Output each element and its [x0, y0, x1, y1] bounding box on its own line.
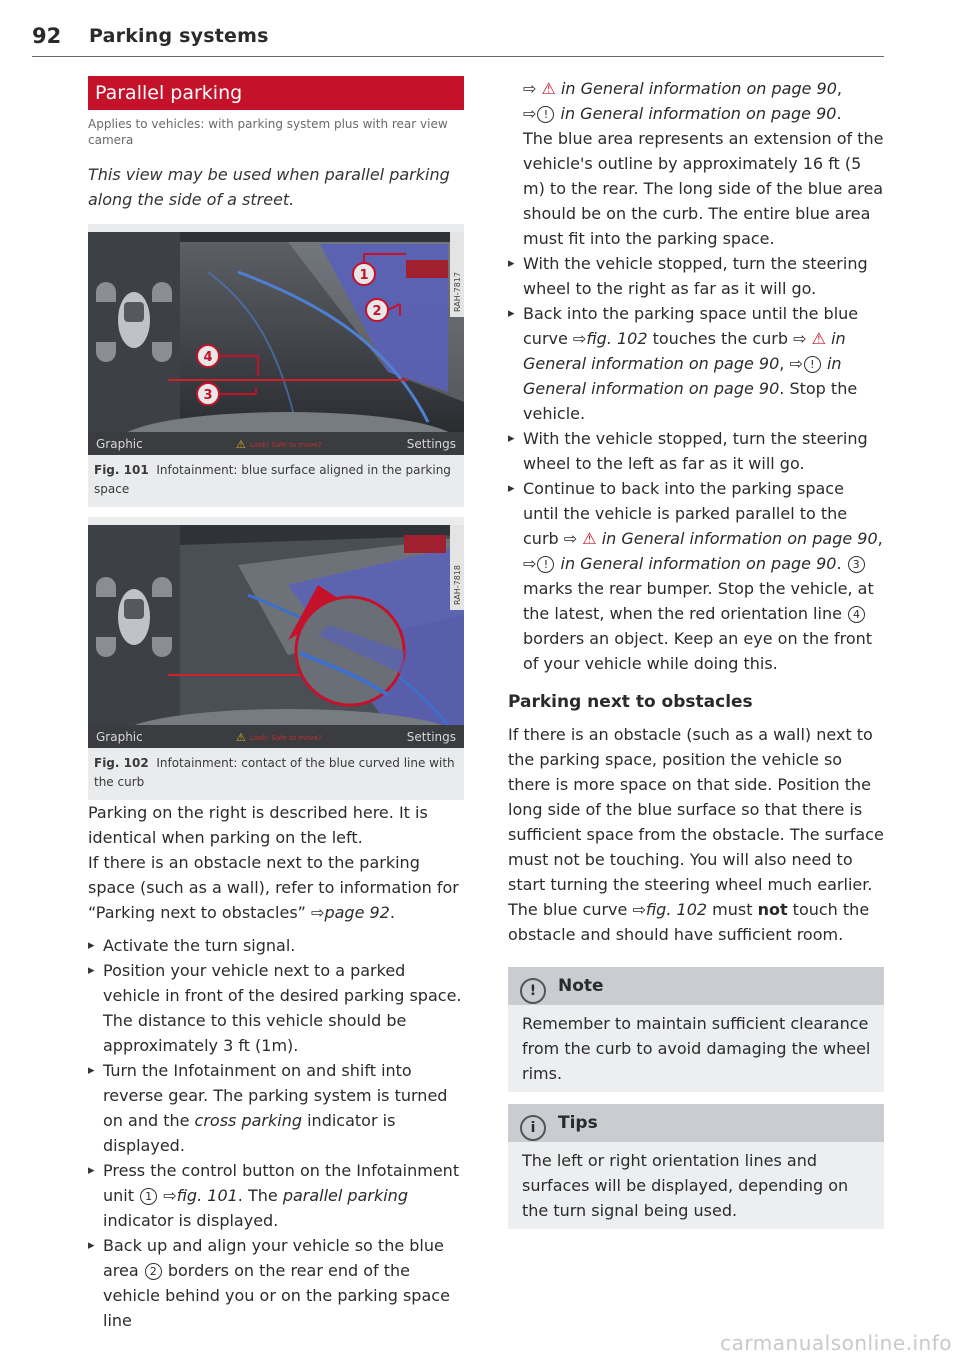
caution-icon: !: [804, 356, 821, 373]
list-item: ▸ Back up and align your vehicle so the blue area 2 borders on the rear end of the vehicle behind you or on the parking space line: [88, 1233, 464, 1333]
arrow-icon: ⇨: [523, 104, 537, 123]
figure-code: RAH-7818: [453, 565, 462, 605]
right-steps-list: [508, 251, 884, 676]
svg-text:2: 2: [372, 304, 382, 319]
svg-text:3: 3: [203, 388, 213, 403]
info-icon: i: [520, 1115, 546, 1141]
list-item: ▸ Press the control button on the Infotainment unit 1 ⇨fig. 101. The parallel parking indicator is displayed.: [88, 1158, 464, 1233]
warning-icon: ⚠: [582, 529, 597, 548]
graphic-button: Graphic: [96, 437, 143, 451]
paragraph-right-side: Parking on the right is described here. It is identical when parking on the left.: [88, 803, 428, 847]
list-item: ▸ With the vehicle stopped, turn the steering wheel to the left as far as it will go.: [508, 426, 884, 476]
list-item: ▸ Activate the turn signal.: [88, 933, 464, 958]
callout-2-ref: 2: [145, 1263, 162, 1280]
warning-text: Look! Safe to move?: [250, 441, 322, 449]
warning-icon: ⚠: [236, 438, 246, 451]
arrow-icon: ⇨: [572, 329, 587, 348]
list-item: ▸ With the vehicle stopped, turn the steering wheel to the right as far as it will go.: [508, 251, 884, 301]
left-column: [88, 76, 464, 1333]
header-title: Parking systems: [89, 25, 269, 47]
figure-102-image: [88, 525, 464, 748]
arrow-icon: ⇨: [523, 554, 537, 573]
warning-text: Look! Safe to move?: [250, 734, 322, 742]
callout-1-ref: 1: [140, 1188, 157, 1205]
figure-101-image: [88, 232, 464, 455]
cross-refs: ⇨ ⚠ in General information on page 90, ⇨ ! in General information on page 90.: [523, 79, 842, 123]
paragraph-blue-area: The blue area represents an extension of the vehicle's outline by approximately 16 ft (5 m) to the rear. The long side of the blue area should be on the curb. The entire blue area must fit into the parking space.: [523, 129, 884, 248]
warning-icon: ⚠: [541, 79, 556, 98]
section-title: Parallel parking: [88, 76, 464, 110]
page-number: 92: [32, 24, 62, 48]
camera-view-101: [88, 232, 464, 455]
left-steps-list: [88, 933, 464, 1333]
figure-102-caption: Fig. 102 Infotainment: contact of the blue curved line with the curb: [94, 756, 455, 789]
settings-button: Settings: [406, 437, 456, 451]
caution-icon: !: [537, 556, 554, 573]
section-intro: This view may be used when parallel parking along the side of a street.: [88, 165, 450, 209]
paragraph-obstacle-ref: If there is an obstacle next to the parking space (such as a wall), refer to information for “Parking next to obstacles” ⇨page 92.: [88, 853, 459, 922]
figure-code: RAH-7817: [453, 272, 462, 312]
tips-box: [508, 1104, 884, 1229]
graphic-button: Graphic: [96, 730, 143, 744]
svg-text:1: 1: [359, 268, 369, 283]
warning-icon: ⚠: [236, 731, 246, 744]
note-box: [508, 967, 884, 1092]
callout-3-ref: 3: [848, 556, 865, 573]
note-icon: !: [520, 978, 546, 1004]
callout-4-ref: 4: [848, 606, 865, 623]
list-item: ▸ Turn the Infotainment on and shift into reverse gear. The parking system is turned on and the cross parking indicator is displayed.: [88, 1058, 464, 1158]
figure-101-caption: Fig. 101 Infotainment: blue surface aligned in the parking space: [94, 463, 451, 496]
figure-102: [88, 517, 464, 800]
applies-note: Applies to vehicles: with parking system plus with rear view camera: [88, 117, 448, 147]
note-header: ! Note: [508, 967, 884, 1005]
camera-view-102: [88, 525, 464, 748]
right-column: [508, 76, 884, 1229]
list-item: ▸ Position your vehicle next to a parked vehicle in front of the desired parking space. The distance to this vehicle should be approximately 3 ft (1m).: [88, 958, 464, 1058]
arrow-icon: ⇨: [311, 903, 325, 922]
arrow-icon: ⇨: [793, 329, 807, 348]
note-text: Remember to maintain sufficient clearance from the curb to avoid damaging the wheel rims.: [522, 1014, 871, 1083]
arrow-icon: ⇨: [163, 1186, 177, 1205]
caution-icon: !: [537, 106, 554, 123]
settings-button: Settings: [406, 730, 456, 744]
page-header: [32, 24, 884, 57]
list-item: ▸ Back into the parking space until the blue curve ⇨fig. 102 touches the curb ⇨ ⚠ in General information on page 90, ⇨ ! in General information on page 90. Stop the vehicle.: [508, 301, 884, 426]
svg-text:4: 4: [203, 350, 213, 365]
tips-text: The left or right orientation lines and surfaces will be displayed, depending on the turn signal being used.: [522, 1151, 849, 1220]
arrow-icon: ⇨: [523, 79, 537, 98]
subsection-title: Parking next to obstacles: [508, 692, 753, 712]
tips-header: i Tips: [508, 1104, 884, 1142]
arrow-icon: ⇨: [632, 900, 646, 919]
warning-icon: ⚠: [811, 329, 826, 348]
arrow-icon: ⇨: [789, 354, 803, 373]
paragraph-obstacles: If there is an obstacle (such as a wall) next to the parking space, position the vehicle so there is more space on that side. Position the long side of the blue surface so that there is sufficient space from the obstacle. The surface must not be touching. You will also need to start turning the steering wheel much earlier. The blue curve ⇨fig. 102 must not touch the obstacle and should have sufficient room.: [508, 725, 884, 944]
list-item: ▸ Continue to back into the parking space until the vehicle is parked parallel to the curb ⇨ ⚠ in General information on page 90, ⇨ ! in General information on page 90. 3 marks the rear bumper. Stop the vehicle, at the latest, when the red orientation line 4 borders an object. Keep an eye on the front of your vehicle while doing this.: [508, 476, 884, 676]
figure-101: [88, 224, 464, 507]
watermark: carmanualsonline.info: [720, 1331, 952, 1355]
arrow-icon: ⇨: [563, 529, 578, 548]
